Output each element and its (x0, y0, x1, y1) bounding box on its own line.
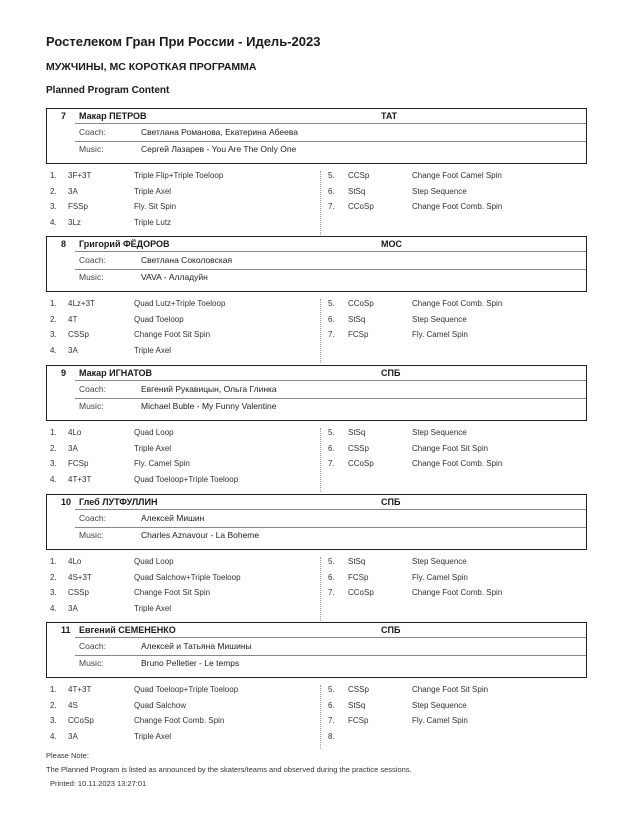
element-row (50, 330, 320, 346)
music-row (79, 144, 296, 154)
music-value: Charles Aznavour - La Boheme (141, 530, 260, 540)
note-title: Please Note: (46, 751, 89, 760)
divider-line (75, 269, 586, 270)
element-code: 3A (68, 731, 78, 741)
start-number: 11 (61, 625, 71, 635)
element-row (328, 202, 598, 218)
skater-heading (61, 625, 176, 635)
element-index: 5. (328, 428, 335, 437)
element-index: 1. (50, 685, 57, 694)
element-name: Triple Axel (134, 345, 172, 355)
skater-block (46, 108, 587, 235)
element-index: 1. (50, 428, 57, 437)
element-name: Step Sequence (412, 428, 467, 437)
element-row (50, 475, 320, 491)
element-index: 3. (50, 202, 57, 211)
element-name: Quad Toeloop (134, 314, 184, 324)
element-name: Change Foot Comb. Spin (412, 299, 503, 308)
element-name: Triple Lutz (134, 217, 172, 227)
element-code: 3A (68, 345, 78, 355)
coach-label: Coach: (79, 127, 106, 137)
element-row (50, 299, 320, 315)
element-column-right (328, 685, 598, 747)
divider-line (75, 527, 586, 528)
element-index: 8. (328, 731, 335, 741)
skater-region: TAT (381, 111, 398, 121)
element-code: 3F+3T (68, 171, 92, 180)
element-row (50, 685, 320, 701)
element-list (46, 557, 587, 621)
element-index: 5. (328, 171, 335, 180)
element-column-left (50, 171, 320, 233)
music-value: Michael Buble - My Funny Valentine (141, 401, 277, 411)
element-index: 1. (50, 299, 57, 308)
element-name: Quad Salchow+Triple Toeloop (134, 572, 241, 582)
element-index: 6. (328, 443, 335, 453)
element-index: 7. (328, 202, 335, 211)
music-label: Music: (79, 658, 104, 668)
element-row (50, 444, 320, 460)
skater-heading (61, 368, 152, 378)
coach-value: Алексей и Татьяна Мишины (141, 641, 252, 651)
start-number: 10 (61, 497, 72, 507)
element-row (328, 171, 598, 187)
element-name: Change Foot Sit Spin (134, 588, 211, 597)
element-name: Step Sequence (412, 186, 467, 196)
element-row (50, 557, 320, 573)
element-row (328, 444, 598, 460)
element-name: Change Foot Comb. Spin (412, 459, 503, 468)
element-row (50, 604, 320, 620)
element-list (46, 685, 587, 749)
element-index: 6. (328, 572, 335, 582)
skater-block (46, 622, 587, 749)
divider-line (75, 141, 586, 142)
coach-value: Светлана Соколовская (141, 255, 233, 265)
skater-info-box (46, 236, 587, 292)
element-row (50, 346, 320, 362)
element-code: 4Lo (68, 557, 82, 566)
element-name: Triple Flip+Triple Toeloop (134, 171, 224, 180)
element-name: Quad Loop (134, 428, 174, 437)
music-row (79, 530, 259, 540)
element-name: Step Sequence (412, 314, 467, 324)
element-index: 4. (50, 603, 57, 613)
element-code: 3A (68, 443, 78, 453)
skater-region: СПБ (381, 625, 401, 635)
element-row (50, 716, 320, 732)
skater-block (46, 365, 587, 492)
element-name: Fly. Camel Spin (134, 459, 190, 468)
skater-name: Макар ПЕТРОВ (79, 111, 147, 121)
element-code: 4S+3T (68, 572, 92, 582)
element-index: 4. (50, 474, 57, 484)
element-name: Fly. Camel Spin (412, 716, 468, 725)
section-label: Planned Program Content (46, 85, 170, 96)
column-divider (320, 685, 321, 749)
element-index: 1. (50, 171, 57, 180)
music-label: Music: (79, 144, 104, 154)
element-row (328, 299, 598, 315)
coach-row (79, 384, 277, 394)
skater-block (46, 236, 587, 363)
divider-line (75, 123, 586, 124)
element-name: Quad Lutz+Triple Toeloop (134, 299, 226, 308)
element-name: Triple Axel (134, 186, 172, 196)
divider-line (75, 509, 586, 510)
element-code: CSSp (348, 443, 369, 453)
skater-info-box (46, 108, 587, 164)
element-index: 7. (328, 459, 335, 468)
element-column-right (328, 171, 598, 218)
element-list (46, 428, 587, 492)
skater-heading (61, 497, 157, 507)
element-name: Change Foot Sit Spin (134, 330, 211, 339)
element-name: Triple Axel (134, 443, 172, 453)
element-index: 1. (50, 557, 57, 566)
element-name: Change Foot Comb. Spin (134, 716, 225, 725)
element-row (50, 459, 320, 475)
element-name: Fly. Sit Spin (134, 202, 177, 211)
element-index: 2. (50, 314, 57, 324)
element-index: 6. (328, 186, 335, 196)
element-row (50, 171, 320, 187)
element-row (50, 428, 320, 444)
element-row (328, 732, 598, 748)
coach-value: Алексей Мишин (141, 513, 205, 523)
music-value: Bruno Pelletier - Le temps (141, 658, 240, 668)
element-column-right (328, 557, 598, 604)
column-divider (320, 171, 321, 235)
printed-timestamp: Printed: 10.11.2023 13:27:01 (50, 779, 147, 788)
skater-info-box (46, 494, 587, 550)
element-row (328, 459, 598, 475)
element-code: 4T+3T (68, 474, 92, 484)
coach-value: Евгений Рукавицын, Ольга Глинка (141, 384, 277, 394)
skater-info-box (46, 622, 587, 678)
element-row (328, 315, 598, 331)
skater-name: Глеб ЛУТФУЛЛИН (79, 497, 158, 507)
element-column-left (50, 428, 320, 490)
coach-label: Coach: (79, 384, 106, 394)
element-index: 7. (328, 330, 335, 339)
element-code: StSq (348, 186, 366, 196)
category-title: МУЖЧИНЫ, МС КОРОТКАЯ ПРОГРАММА (46, 61, 257, 73)
start-number: 8 (61, 239, 67, 249)
element-name: Change Foot Sit Spin (412, 443, 489, 453)
element-code: 4T (68, 314, 78, 324)
element-index: 5. (328, 299, 335, 308)
element-code: StSq (348, 700, 366, 710)
element-row (328, 716, 598, 732)
element-code: StSq (348, 314, 366, 324)
coach-value: Светлана Романова, Екатерина Абеева (141, 127, 299, 137)
music-value: VAVA - Алладуйн (141, 272, 208, 282)
element-column-left (50, 557, 320, 619)
element-column-right (328, 428, 598, 475)
skater-name: Макар ИГНАТОВ (79, 368, 153, 378)
coach-row (79, 513, 204, 523)
start-number: 7 (61, 111, 67, 121)
music-label: Music: (79, 530, 104, 540)
skater-block (46, 494, 587, 621)
element-code: 4Lz+3T (68, 299, 95, 308)
element-index: 3. (50, 588, 57, 597)
element-code: 4T+3T (68, 685, 92, 694)
divider-line (75, 655, 586, 656)
music-row (79, 658, 239, 668)
coach-label: Coach: (79, 255, 106, 265)
divider-line (75, 380, 586, 381)
element-name: Fly. Camel Spin (412, 572, 468, 582)
element-index: 3. (50, 716, 57, 725)
element-name: Quad Toeloop+Triple Toeloop (134, 474, 239, 484)
element-index: 3. (50, 459, 57, 468)
element-code: 3A (68, 186, 78, 196)
divider-line (75, 251, 586, 252)
column-divider (320, 557, 321, 621)
element-index: 2. (50, 186, 57, 196)
element-code: CCoSp (348, 588, 374, 597)
element-code: CCoSp (68, 716, 94, 725)
element-name: Quad Toeloop+Triple Toeloop (134, 685, 239, 694)
element-name: Triple Axel (134, 603, 172, 613)
music-label: Music: (79, 272, 104, 282)
element-code: 4Lo (68, 428, 82, 437)
element-row (50, 315, 320, 331)
element-code: CCoSp (348, 459, 374, 468)
element-name: Quad Salchow (134, 700, 187, 710)
element-index: 5. (328, 685, 335, 694)
element-index: 7. (328, 588, 335, 597)
element-name: Step Sequence (412, 700, 467, 710)
event-title: Ростелеком Гран При России - Идель-2023 (46, 34, 321, 49)
element-code: FCSp (348, 716, 369, 725)
element-row (328, 557, 598, 573)
element-name: Change Foot Sit Spin (412, 685, 489, 694)
element-row (328, 573, 598, 589)
element-name: Change Foot Comb. Spin (412, 588, 503, 597)
element-row (50, 202, 320, 218)
element-code: 3A (68, 603, 78, 613)
element-row (50, 732, 320, 748)
element-row (328, 330, 598, 346)
element-list (46, 171, 587, 235)
element-index: 6. (328, 700, 335, 710)
element-index: 7. (328, 716, 335, 725)
column-divider (320, 299, 321, 363)
element-code: CCoSp (348, 202, 374, 211)
element-code: FCSp (348, 330, 369, 339)
music-row (79, 272, 208, 282)
divider-line (75, 398, 586, 399)
element-row (50, 588, 320, 604)
element-index: 2. (50, 700, 57, 710)
skater-name: Григорий ФЁДОРОВ (79, 239, 170, 249)
element-row (328, 428, 598, 444)
skater-heading (61, 111, 146, 121)
element-row (328, 701, 598, 717)
divider-line (75, 637, 586, 638)
element-index: 4. (50, 217, 57, 227)
element-code: CSSp (68, 588, 89, 597)
element-code: FSSp (68, 202, 89, 211)
element-row (50, 701, 320, 717)
element-index: 2. (50, 443, 57, 453)
element-code: StSq (348, 428, 366, 437)
element-code: FCSp (68, 459, 89, 468)
element-name: Triple Axel (134, 731, 172, 741)
element-code: CSSp (348, 685, 369, 694)
element-index: 4. (50, 731, 57, 741)
element-row (328, 588, 598, 604)
element-name: Change Foot Comb. Spin (412, 202, 503, 211)
element-index: 2. (50, 572, 57, 582)
element-index: 3. (50, 330, 57, 339)
element-index: 4. (50, 345, 57, 355)
skater-region: MOC (381, 239, 402, 249)
music-row (79, 401, 276, 411)
skater-info-box (46, 365, 587, 421)
coach-label: Coach: (79, 641, 106, 651)
coach-row (79, 641, 252, 651)
element-code: 4S (68, 700, 78, 710)
skater-region: СПБ (381, 497, 401, 507)
music-label: Music: (79, 401, 104, 411)
element-name: Change Foot Camel Spin (412, 171, 502, 180)
coach-row (79, 127, 298, 137)
element-name: Quad Loop (134, 557, 174, 566)
element-row (50, 573, 320, 589)
element-index: 5. (328, 557, 335, 566)
element-name: Step Sequence (412, 557, 467, 566)
element-column-left (50, 685, 320, 747)
column-divider (320, 428, 321, 492)
coach-label: Coach: (79, 513, 106, 523)
skater-name: Евгений СЕМЕНЕНКО (79, 625, 176, 635)
element-column-right (328, 299, 598, 346)
element-name: Fly. Camel Spin (412, 330, 468, 339)
element-code: CSSp (68, 330, 89, 339)
element-row (50, 218, 320, 234)
start-number: 9 (61, 368, 67, 378)
skater-region: СПБ (381, 368, 401, 378)
element-column-left (50, 299, 320, 361)
element-row (50, 187, 320, 203)
skater-heading (61, 239, 169, 249)
element-code: CCSp (348, 171, 370, 180)
element-code: FCSp (348, 572, 369, 582)
element-index: 6. (328, 314, 335, 324)
element-row (328, 685, 598, 701)
coach-row (79, 255, 232, 265)
element-row (328, 187, 598, 203)
note-text: The Planned Program is listed as announced by the skaters/teams and observed during the practice sessions. (46, 765, 412, 774)
element-code: 3Lz (68, 217, 81, 227)
element-list (46, 299, 587, 363)
element-code: CCoSp (348, 299, 374, 308)
music-value: Сергей Лазарев - You Are The Only One (141, 144, 297, 154)
element-code: StSq (348, 557, 366, 566)
